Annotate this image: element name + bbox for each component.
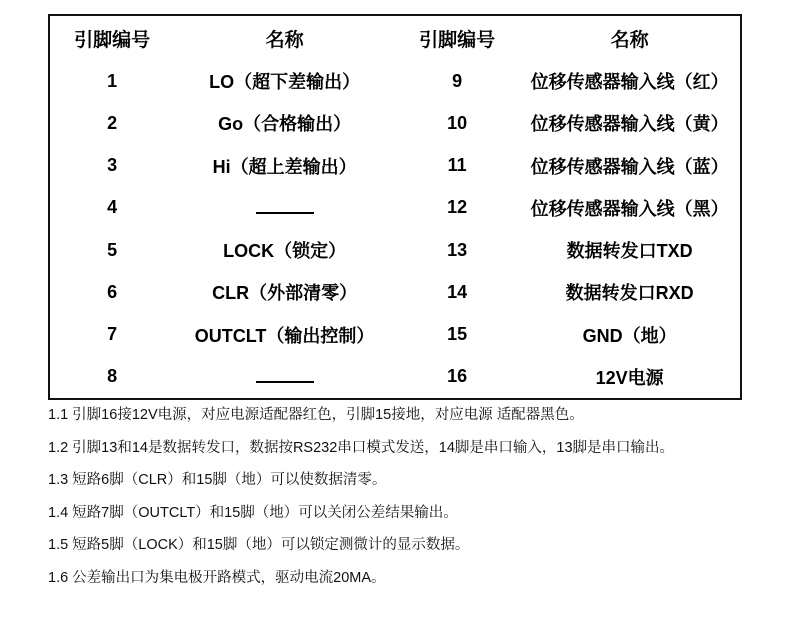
column-header-pin-right: 引脚编号: [419, 29, 496, 51]
table-row: [50, 60, 740, 102]
cell-pin-left: 7: [107, 324, 118, 345]
notes-section: [48, 406, 748, 601]
column-header-name-right: 名称: [610, 29, 649, 51]
note-line: 1.5 短路5脚（LOCK）和15脚（地）可以锁定测微计的显示数据。: [48, 537, 470, 554]
table-row: [50, 314, 740, 356]
note-line: 1.2 引脚13和14是数据转发口，数据按RS232串口模式发送，14脚是串口输入，13脚是串口输出。: [48, 439, 675, 456]
cell-name-right: 位移传感器输入线（黑）: [530, 198, 729, 219]
table-row: [50, 356, 740, 398]
note-line: 1.1 引脚16接12V电源，对应电源适配器红色，引脚15接地，对应电源 适配器黑色。: [48, 407, 584, 423]
column-header-name-left: 名称: [265, 29, 304, 51]
cell-name-left: LOCK（锁定）: [223, 241, 347, 262]
empty-dash-icon: [256, 372, 314, 383]
cell-name-right: 位移传感器输入线（黄）: [530, 114, 729, 135]
cell-pin-right: 13: [447, 239, 468, 260]
cell-name-left: OUTCLT（输出控制）: [194, 325, 375, 346]
table-row: [50, 187, 740, 229]
cell-pin-right: 11: [447, 155, 467, 176]
table-row: [50, 145, 740, 187]
note-line: 1.4 短路7脚（OUTCLT）和15脚（地）可以关闭公差结果输出。: [48, 504, 458, 521]
note-line: 1.6 公差输出口为集电极开路模式，驱动电流20MA。: [48, 569, 386, 586]
cell-name-left: CLR（外部清零）: [212, 283, 358, 304]
cell-pin-right: 9: [452, 70, 463, 91]
table-row: [50, 229, 740, 271]
cell-pin-left: 3: [107, 155, 118, 176]
cell-name-left-empty: [174, 356, 395, 398]
cell-pin-left: 4: [107, 197, 118, 218]
cell-name-right: 位移传感器输入线（红）: [530, 72, 729, 93]
cell-pin-right: 16: [447, 366, 468, 387]
cell-pin-left: 8: [107, 366, 118, 387]
note-line: 1.3 短路6脚（CLR）和15脚（地）可以使数据清零。: [48, 472, 387, 489]
cell-name-left-empty: [174, 187, 395, 229]
table-header-row: [50, 16, 740, 60]
table-row: [50, 271, 740, 313]
cell-pin-right: 10: [447, 112, 468, 133]
pin-assignment-table: [48, 14, 742, 400]
cell-name-left: Hi（超上差输出）: [212, 156, 357, 177]
cell-name-right: 数据转发口TXD: [566, 241, 693, 262]
pin-table: [50, 16, 740, 398]
empty-dash-icon: [256, 203, 314, 214]
cell-name-right: GND（地）: [582, 325, 677, 346]
cell-name-left: LO（超下差输出）: [209, 72, 361, 93]
table-header: [50, 16, 740, 60]
cell-name-left: Go（合格输出）: [218, 114, 352, 135]
table-row: [50, 102, 740, 144]
column-header-pin-left: 引脚编号: [74, 29, 151, 51]
cell-pin-right: 15: [447, 324, 468, 345]
cell-name-right: 位移传感器输入线（蓝）: [530, 156, 729, 177]
cell-pin-left: 2: [107, 112, 118, 133]
cell-pin-right: 12: [447, 197, 468, 218]
cell-pin-left: 5: [107, 239, 118, 260]
table-body: [50, 60, 740, 398]
cell-name-right: 数据转发口RXD: [565, 283, 694, 304]
cell-pin-left: 1: [107, 70, 118, 91]
cell-name-right: 12V电源: [595, 367, 664, 388]
cell-pin-left: 6: [107, 281, 118, 302]
cell-pin-right: 14: [447, 281, 468, 302]
